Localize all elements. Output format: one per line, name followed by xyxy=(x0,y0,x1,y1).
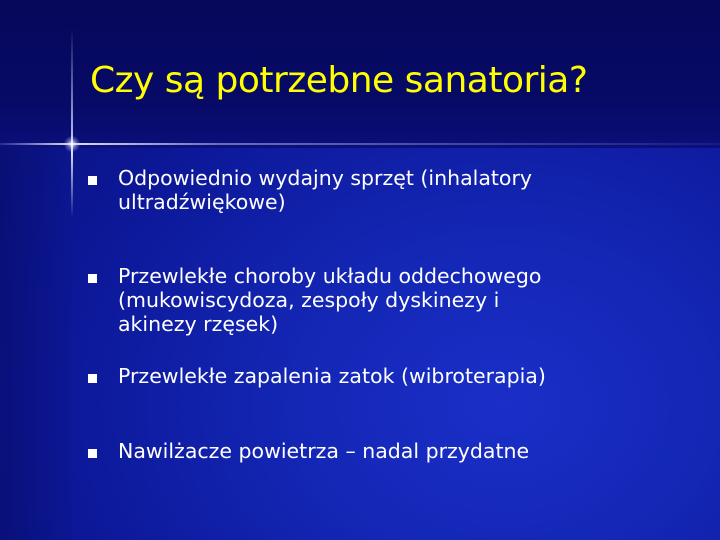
bullet-text: Przewlekłe choroby układu oddechowego (mukowiscydoza, zespoły dyskinezy i akinezy rzęsek) xyxy=(118,264,542,336)
square-bullet-icon xyxy=(88,374,97,383)
square-bullet-icon xyxy=(88,449,97,458)
sparkle-decoration xyxy=(64,136,80,152)
slide-title: Czy są potrzebne sanatoria? xyxy=(90,60,588,101)
square-bullet-icon xyxy=(88,176,97,185)
bullet-text: Odpowiednio wydajny sprzęt (inhalatory ultradźwiękowe) xyxy=(118,166,533,214)
vertical-accent-line xyxy=(71,28,73,218)
square-bullet-icon xyxy=(88,274,97,283)
bullet-text: Nawilżacze powietrza – nadal przydatne xyxy=(118,439,530,463)
left-band-decoration xyxy=(0,148,72,540)
bullet-text: Przewlekłe zapalenia zatok (wibroterapia) xyxy=(118,364,546,388)
horizontal-accent-line xyxy=(0,143,720,145)
